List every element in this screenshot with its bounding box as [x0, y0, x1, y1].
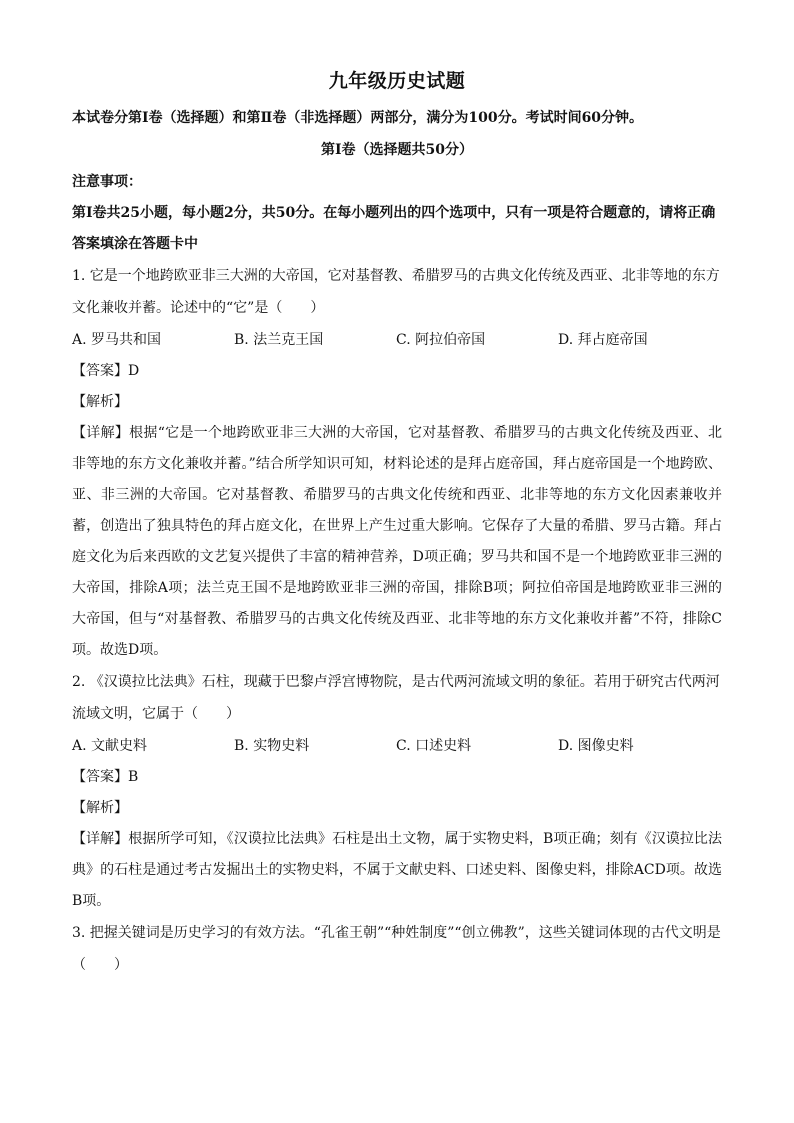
detail-explanation: 【详解】根据“它是一个地跨欧亚非三大洲的大帝国，它对基督教、希腊罗马的古典文化传统及西亚、北非等地的东方文化兼收并蓄。”结合所学知识可知，材料论述的是拜占庭帝国，拜占庭帝国是一个地跨欧、亚、非三洲的大帝国。它对基督教、希腊罗马的古典文化传统和西亚、北非等地的东方文化因素兼收并蓄，创造出了独具特色的拜占庭文化，在世界上产生过重大影响。它保存了大量的希腊、罗马古籍。拜占庭文化为后来西欧的文艺复兴提供了丰富的精神营养，D项正确；罗马共和国不是一个地跨欧亚非三洲的大帝国，排除A项；法兰克王国不是地跨欧亚非三洲的帝国，排除B项；阿拉伯帝国是地跨欧亚非三洲的大帝国，但与“对基督教、希腊罗马的古典文化传统及西亚、北非等地的东方文化兼收并蓄”不符，排除C项。故选D项。 [72, 425, 722, 658]
exam-intro: 本试卷分第Ⅰ卷（选择题）和第Ⅱ卷（非选择题）两部分，满分为100分。考试时间60分钟。 [72, 110, 644, 126]
question-stem: 1. 它是一个地跨欧亚非三大洲的大帝国，它对基督教、希腊罗马的古典文化传统及西亚、北非等地的东方文化兼收并蓄。论述中的“它”是（ ） [72, 268, 720, 316]
answer-label: 【答案】B [72, 769, 139, 785]
question-stem: 3. 把握关键词是历史学习的有效方法。“孔雀王朝”“种姓制度”“创立佛教”，这些关键词体现的古代文明是（ ） [72, 925, 721, 973]
exam-page [72, 68, 722, 981]
option-list [72, 730, 722, 762]
notice-heading: 注意事项： [72, 174, 142, 190]
question-stem: 2. 《汉谟拉比法典》石柱，现藏于巴黎卢浮宫博物院，是古代两河流域文明的象征。若用于研究古代两河流域文明，它属于（ ） [72, 674, 720, 722]
page-title: 九年级历史试题 [328, 70, 466, 92]
option-d: D. 图像史料 [558, 738, 634, 754]
option-a: A. 罗马共和国 [72, 332, 162, 348]
option-b: B. 法兰克王国 [234, 332, 324, 348]
option-c: C. 阿拉伯帝国 [396, 332, 486, 348]
detail-explanation: 【详解】根据所学可知，《汉谟拉比法典》石柱是出土文物，属于实物史料，B项正确；刻有《汉谟拉比法典》的石柱是通过考古发掘出土的实物史料，不属于文献史料、口述史料、图像史料，排除ACD项。故选B项。 [72, 831, 722, 909]
analysis-label: 【解析】 [72, 394, 128, 410]
notice-text: 第Ⅰ卷共25小题，每小题2分，共50分。在每小题列出的四个选项中，只有一项是符合题意的，请将正确答案填涂在答题卡中 [72, 205, 716, 252]
option-list [72, 324, 722, 356]
question-3 [72, 917, 722, 981]
option-a: A. 文献史料 [72, 738, 148, 754]
option-d: D. 拜占庭帝国 [558, 332, 648, 348]
option-c: C. 口述史料 [396, 738, 472, 754]
question-2 [72, 666, 722, 917]
answer-label: 【答案】D [72, 363, 140, 379]
option-b: B. 实物史料 [234, 738, 310, 754]
analysis-label: 【解析】 [72, 800, 128, 816]
section-title: 第Ⅰ卷（选择题共50分） [320, 142, 474, 158]
question-1 [72, 260, 722, 666]
